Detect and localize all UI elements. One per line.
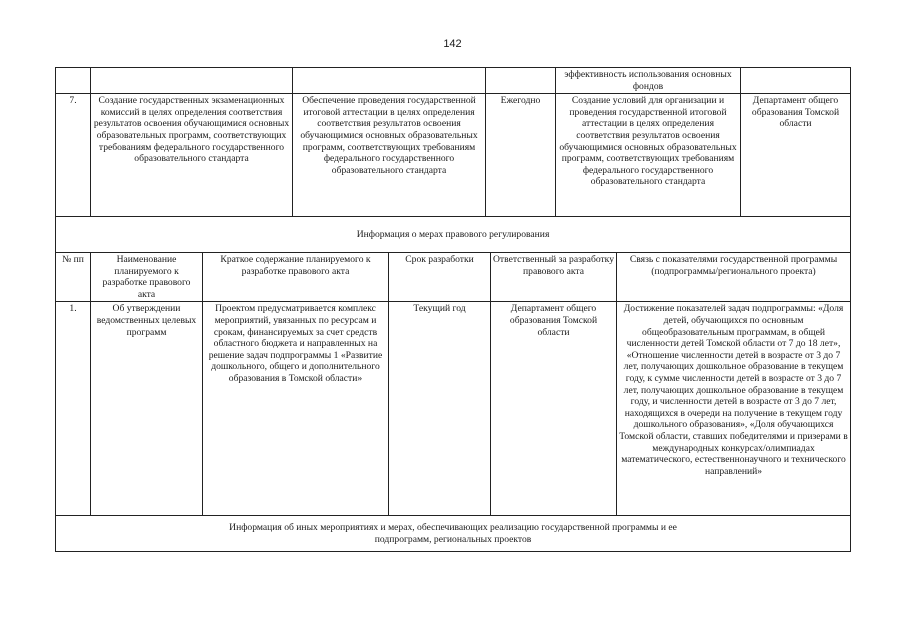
header-summary: Краткое содержание планируемого к разработке правового акта (203, 253, 389, 302)
measure-name: Создание государственных экзаменационных комиссий в целях определения соответствия результатов освоения обучающимися основных образовательных программ, соответствующих требованиям федерального государственного образовательного стандарта (91, 94, 293, 217)
header-deadline: Срок разработки (389, 253, 491, 302)
header-num: № пп (56, 253, 91, 302)
section-heading-row (56, 516, 851, 552)
row-number: 7. (56, 94, 91, 217)
section-heading-row (56, 217, 851, 253)
table-row (56, 302, 851, 516)
top-row-text: эффективность использования основных фондов (556, 68, 741, 94)
header-name: Наименование планируемого к разработке правового акта (91, 253, 203, 302)
act-name: Об утверждении ведомственных целевых программ (91, 302, 203, 516)
act-summary: Проектом предусматривается комплекс мероприятий, увязанных по ресурсам и срокам, финансируемых за счет средств областного бюджета и направленных на решение задач подпрограммы 1 «Развитие дошкольного, общего и дополнительного образования в Томской области» (203, 302, 389, 516)
section-title-legal: Информация о мерах правового регулирования (56, 217, 851, 253)
header-link: Связь с показателями государственной программы (подпрограммы/регионального проекта) (617, 253, 851, 302)
section-title-other: Информация об иных мероприятиях и мерах, обеспечивающих реализацию государственной программы и ее подпрограмм, региональных проектов (56, 516, 851, 552)
act-deadline: Текущий год (389, 302, 491, 516)
row-number: 1. (56, 302, 91, 516)
act-indicator-link: Достижение показателей задач подпрограммы: «Доля детей, обучающихся по основным общеобразовательным программам, в общей численности детей Томской области от 7 до 18 лет», «Отношение численности детей в возрасте от 3 до 7 лет, получающих дошкольное образование в текущем году, к сумме численности детей в возрасте от 3 до 7 лет, получающих дошкольное образование в текущем году, и численности детей в возрасте от 3 до 7 лет, находящихся в очереди на получение в текущем году дошкольного образования», «Доля обучающихся Томской области, ставших победителями и призерами в международных конкурсах/олимпиадах математического, естественнонаучного и технического направлений» (617, 302, 851, 516)
table-header-row (56, 253, 851, 302)
measure-result: Создание условий для организации и проведения государственной итоговой аттестации в целях определения соответствия результатов освоения обучающимися основных образовательных программ, соответствующих требованиям федерального государственного образовательного стандарта (556, 94, 741, 217)
measure-period: Ежегодно (486, 94, 556, 217)
legal-regulation-table (55, 216, 851, 552)
table-row (56, 68, 851, 94)
measure-responsible: Департамент общего образования Томской области (741, 94, 851, 217)
table-row (56, 94, 851, 217)
act-responsible: Департамент общего образования Томской области (491, 302, 617, 516)
measure-content: Обеспечение проведения государственной итоговой аттестации в целях определения соответствия результатов освоения обучающимися основных образовательных программ, соответствующих требованиям федерального государственного образовательного стандарта (293, 94, 486, 217)
header-responsible: Ответственный за разработку правового акта (491, 253, 617, 302)
page-number: 142 (443, 38, 462, 50)
measures-table (55, 67, 851, 217)
